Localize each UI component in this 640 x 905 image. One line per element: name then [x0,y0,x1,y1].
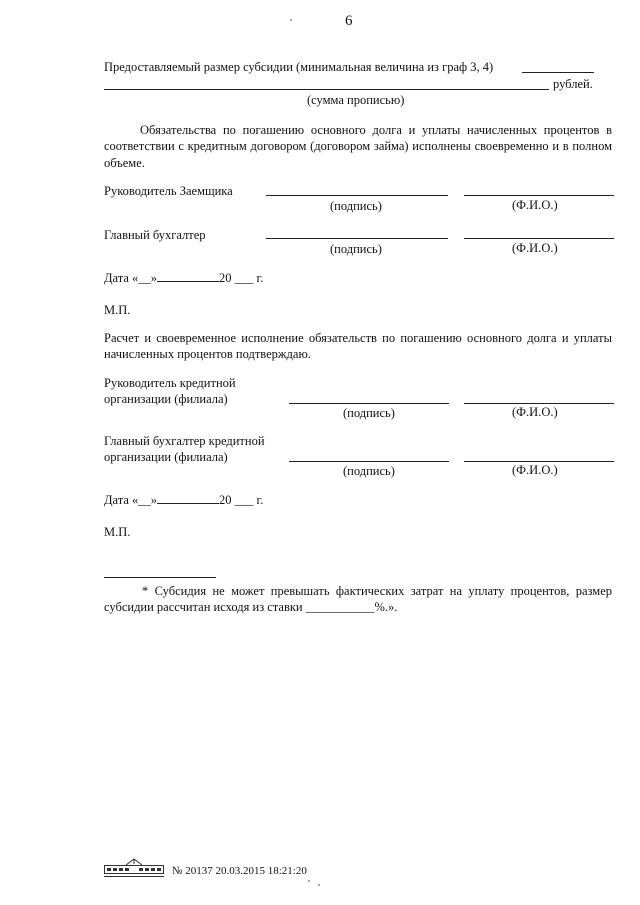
name-caption: (Ф.И.О.) [512,198,558,212]
date-field [104,270,263,286]
signature-caption: (подпись) [330,199,382,213]
name-caption: (Ф.И.О.) [512,463,558,477]
borrower-head-signature-line [266,195,448,196]
date-month-blank [157,503,219,504]
document-registration-number: № 20137 20.03.2015 18:21:20 [172,865,307,877]
date-prefix: Дата «__» [104,271,158,285]
date-year: 20 ___ г. [219,271,264,285]
signature-caption: (подпись) [343,464,395,478]
scan-speck [290,19,292,21]
borrower-accountant-label: Главный бухгалтер [104,228,206,242]
bank-head-label-line1: Руководитель кредитной [104,376,236,390]
bank-head-signature-line [289,403,449,404]
date-month-blank [157,281,219,282]
subsidy-blank-long [104,89,549,90]
rubles-label: рублей. [553,77,593,91]
date-prefix: Дата «__» [104,493,158,507]
scan-speck [318,884,320,886]
signature-caption: (подпись) [330,242,382,256]
signature-caption: (подпись) [343,406,395,420]
bank-accountant-label-line2: организации (филиала) [104,450,228,464]
confirmation-paragraph: Расчет и своевременное исполнение обязательств по погашению основного долга и уплаты начисленных процентов подтверждаю. [104,331,612,362]
bank-accountant-signature-line [289,461,449,462]
seal-placeholder: М.П. [104,525,131,539]
footnote-separator [104,577,216,578]
registration-stamp-icon [104,858,164,878]
name-caption: (Ф.И.О.) [512,405,558,419]
date-year: 20 ___ г. [219,493,264,507]
borrower-head-name-line [464,195,614,196]
bank-head-label-line2: организации (филиала) [104,392,228,406]
obligations-paragraph: Обязательства по погашению основного долга и уплаты начисленных процентов в соответствии с кредитным договором (договором займа) исполнены своевременно и в полном объеме. [104,123,612,170]
subsidy-line: Предоставляемый размер субсидии (минимальная величина из граф 3, 4) [104,60,494,74]
borrower-accountant-name-line [464,238,614,239]
amount-in-words-caption: (сумма прописью) [307,93,405,107]
date-field [104,492,263,508]
page-number: 6 [345,13,353,29]
scan-speck [308,880,310,882]
name-caption: (Ф.И.О.) [512,241,558,255]
seal-placeholder: М.П. [104,303,131,317]
borrower-head-label: Руководитель Заемщика [104,184,233,198]
footnote-text: * Субсидия не может превышать фактических затрат на уплату процентов, размер субсидии рассчитан исходя из ставки ___________%.». [104,584,612,615]
subsidy-blank-short [522,72,594,73]
bank-accountant-label-line1: Главный бухгалтер кредитной [104,434,265,448]
borrower-accountant-signature-line [266,238,448,239]
